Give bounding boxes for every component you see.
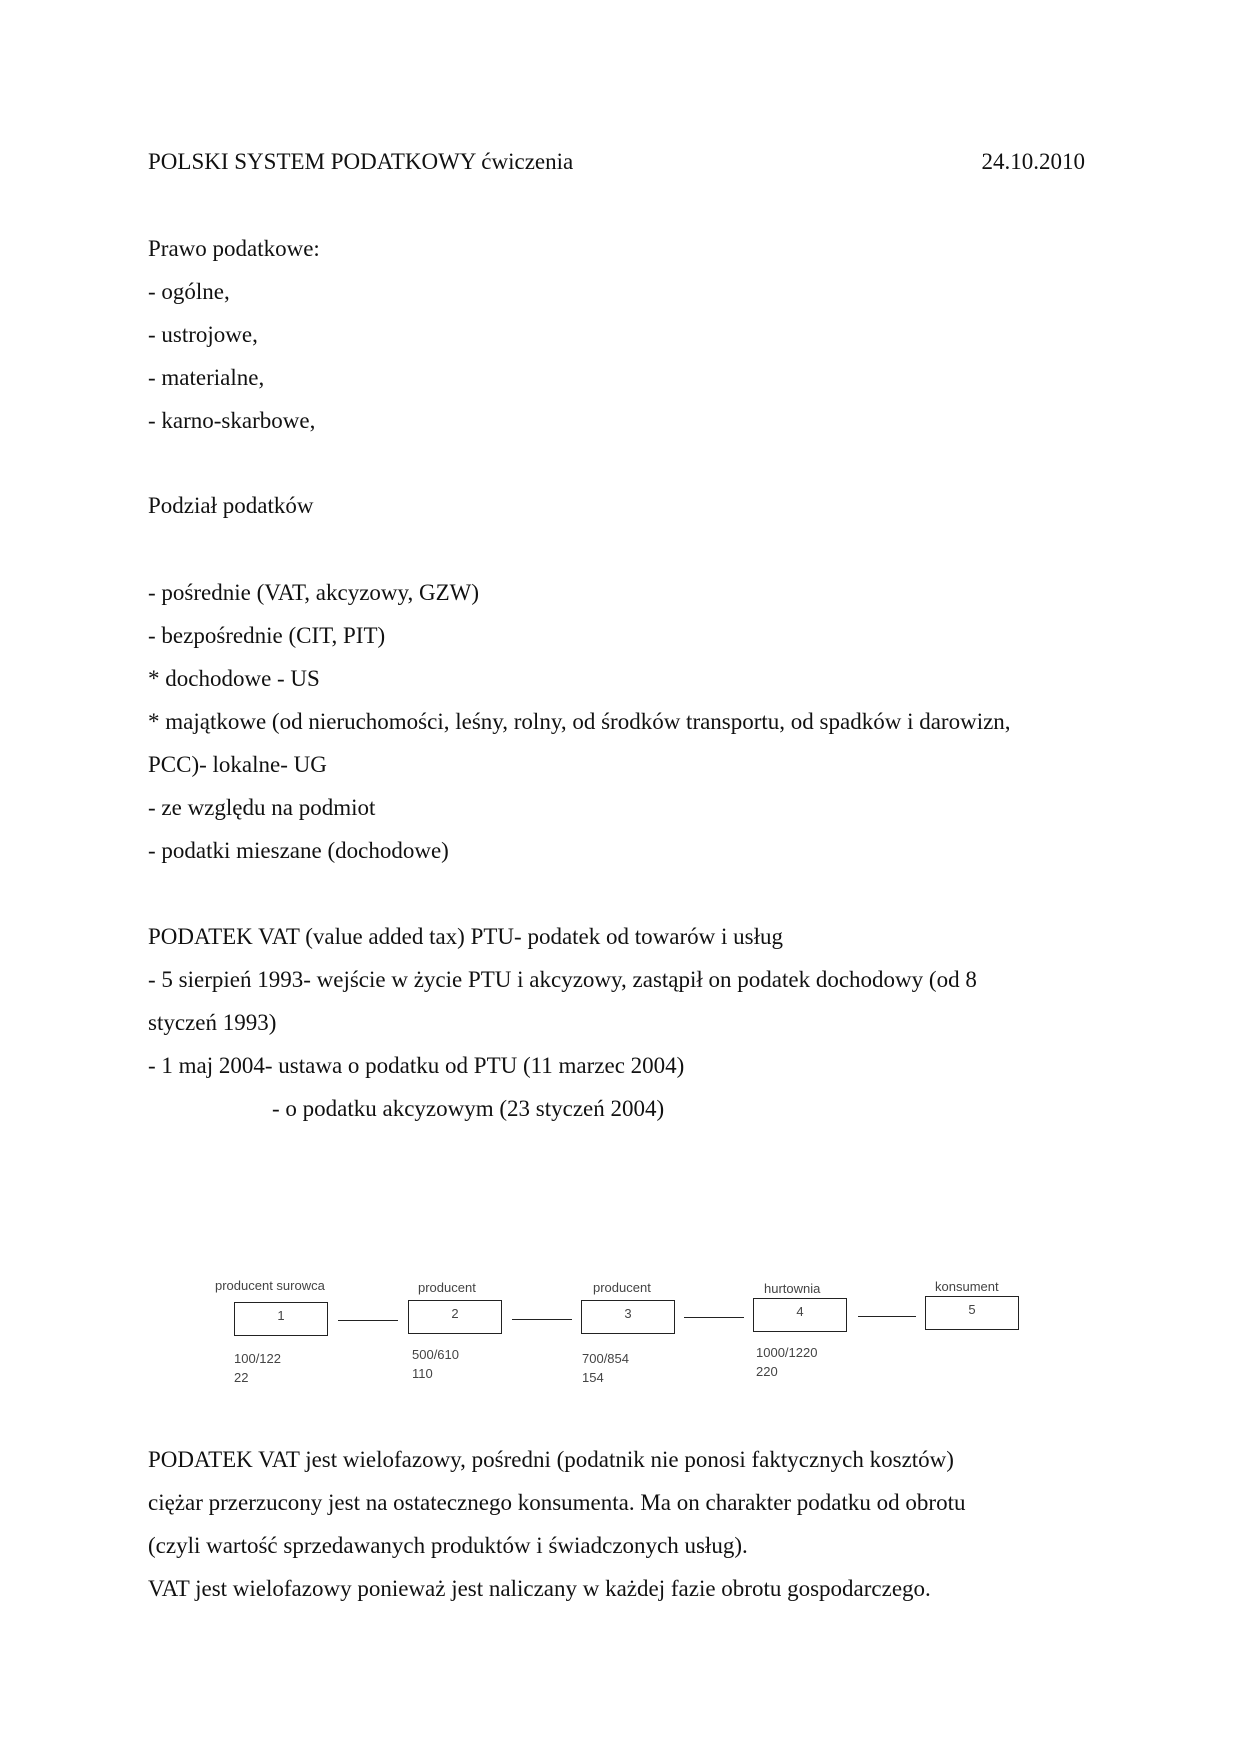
division-item: - podatki mieszane (dochodowe) xyxy=(148,838,449,863)
stage-tax: 110 xyxy=(412,1366,433,1381)
document-date: 24.10.2010 xyxy=(981,149,1085,174)
stage-value: 100/122 xyxy=(234,1351,281,1366)
stage-box: 4 xyxy=(753,1298,847,1332)
stage-tax: 22 xyxy=(234,1370,249,1385)
division-item: * dochodowe - US xyxy=(148,666,320,691)
division-heading: Podział podatków xyxy=(148,493,314,518)
division-item: - pośrednie (VAT, akcyzowy, GZW) xyxy=(148,580,480,605)
summary-line: PODATEK VAT jest wielofazowy, pośredni (podatnik nie ponosi faktycznych kosztów) xyxy=(148,1447,954,1472)
stage-value: 700/854 xyxy=(582,1351,629,1366)
vat-heading: PODATEK VAT (value added tax) PTU- podatek od towarów i usług xyxy=(148,924,783,949)
stage-box: 5 xyxy=(925,1296,1019,1330)
stage-tax: 154 xyxy=(582,1370,604,1385)
stage-box: 3 xyxy=(581,1300,675,1334)
division-item: PCC)- lokalne- UG xyxy=(148,752,327,777)
summary-line: ciężar przerzucony jest na ostatecznego konsumenta. Ma on charakter podatku od obrotu xyxy=(148,1490,966,1515)
connector-line xyxy=(684,1317,744,1318)
connector-line xyxy=(512,1319,572,1320)
connector-line xyxy=(858,1316,916,1317)
stage-box: 1 xyxy=(234,1302,328,1336)
division-item: * majątkowe (od nieruchomości, leśny, rolny, od środków transportu, od spadków i darowizn, xyxy=(148,709,1011,734)
summary-line: VAT jest wielofazowy ponieważ jest naliczany w każdej fazie obrotu gospodarczego. xyxy=(148,1576,931,1601)
division-item: - bezpośrednie (CIT, PIT) xyxy=(148,623,386,648)
vat-line: styczeń 1993) xyxy=(148,1010,277,1035)
law-item: - materialne, xyxy=(148,365,265,390)
stage-value: 500/610 xyxy=(412,1347,459,1362)
law-item: - ustrojowe, xyxy=(148,322,258,347)
stage-value: 1000/1220 xyxy=(756,1345,818,1360)
document-title: POLSKI SYSTEM PODATKOWY ćwiczenia xyxy=(148,149,574,174)
vat-line: - 1 maj 2004- ustawa o podatku od PTU (11 marzec 2004) xyxy=(148,1053,685,1078)
vat-line: - 5 sierpień 1993- wejście w życie PTU i akcyzowy, zastąpił on podatek dochodowy (od 8 xyxy=(148,967,977,992)
stage-label: producent surowca xyxy=(215,1278,325,1293)
law-item: - ogólne, xyxy=(148,279,230,304)
law-heading: Prawo podatkowe: xyxy=(148,236,320,261)
stage-label: hurtownia xyxy=(764,1281,821,1296)
stage-tax: 220 xyxy=(756,1364,778,1379)
division-item: - ze względu na podmiot xyxy=(148,795,376,820)
connector-line xyxy=(338,1320,398,1321)
stage-box: 2 xyxy=(408,1300,502,1334)
stage-label: producent xyxy=(418,1280,476,1295)
stage-label: producent xyxy=(593,1280,651,1295)
law-item: - karno-skarbowe, xyxy=(148,408,316,433)
vat-line: - o podatku akcyzowym (23 styczeń 2004) xyxy=(272,1096,665,1121)
summary-line: (czyli wartość sprzedawanych produktów i świadczonych usług). xyxy=(148,1533,748,1558)
stage-label: konsument xyxy=(935,1279,999,1294)
